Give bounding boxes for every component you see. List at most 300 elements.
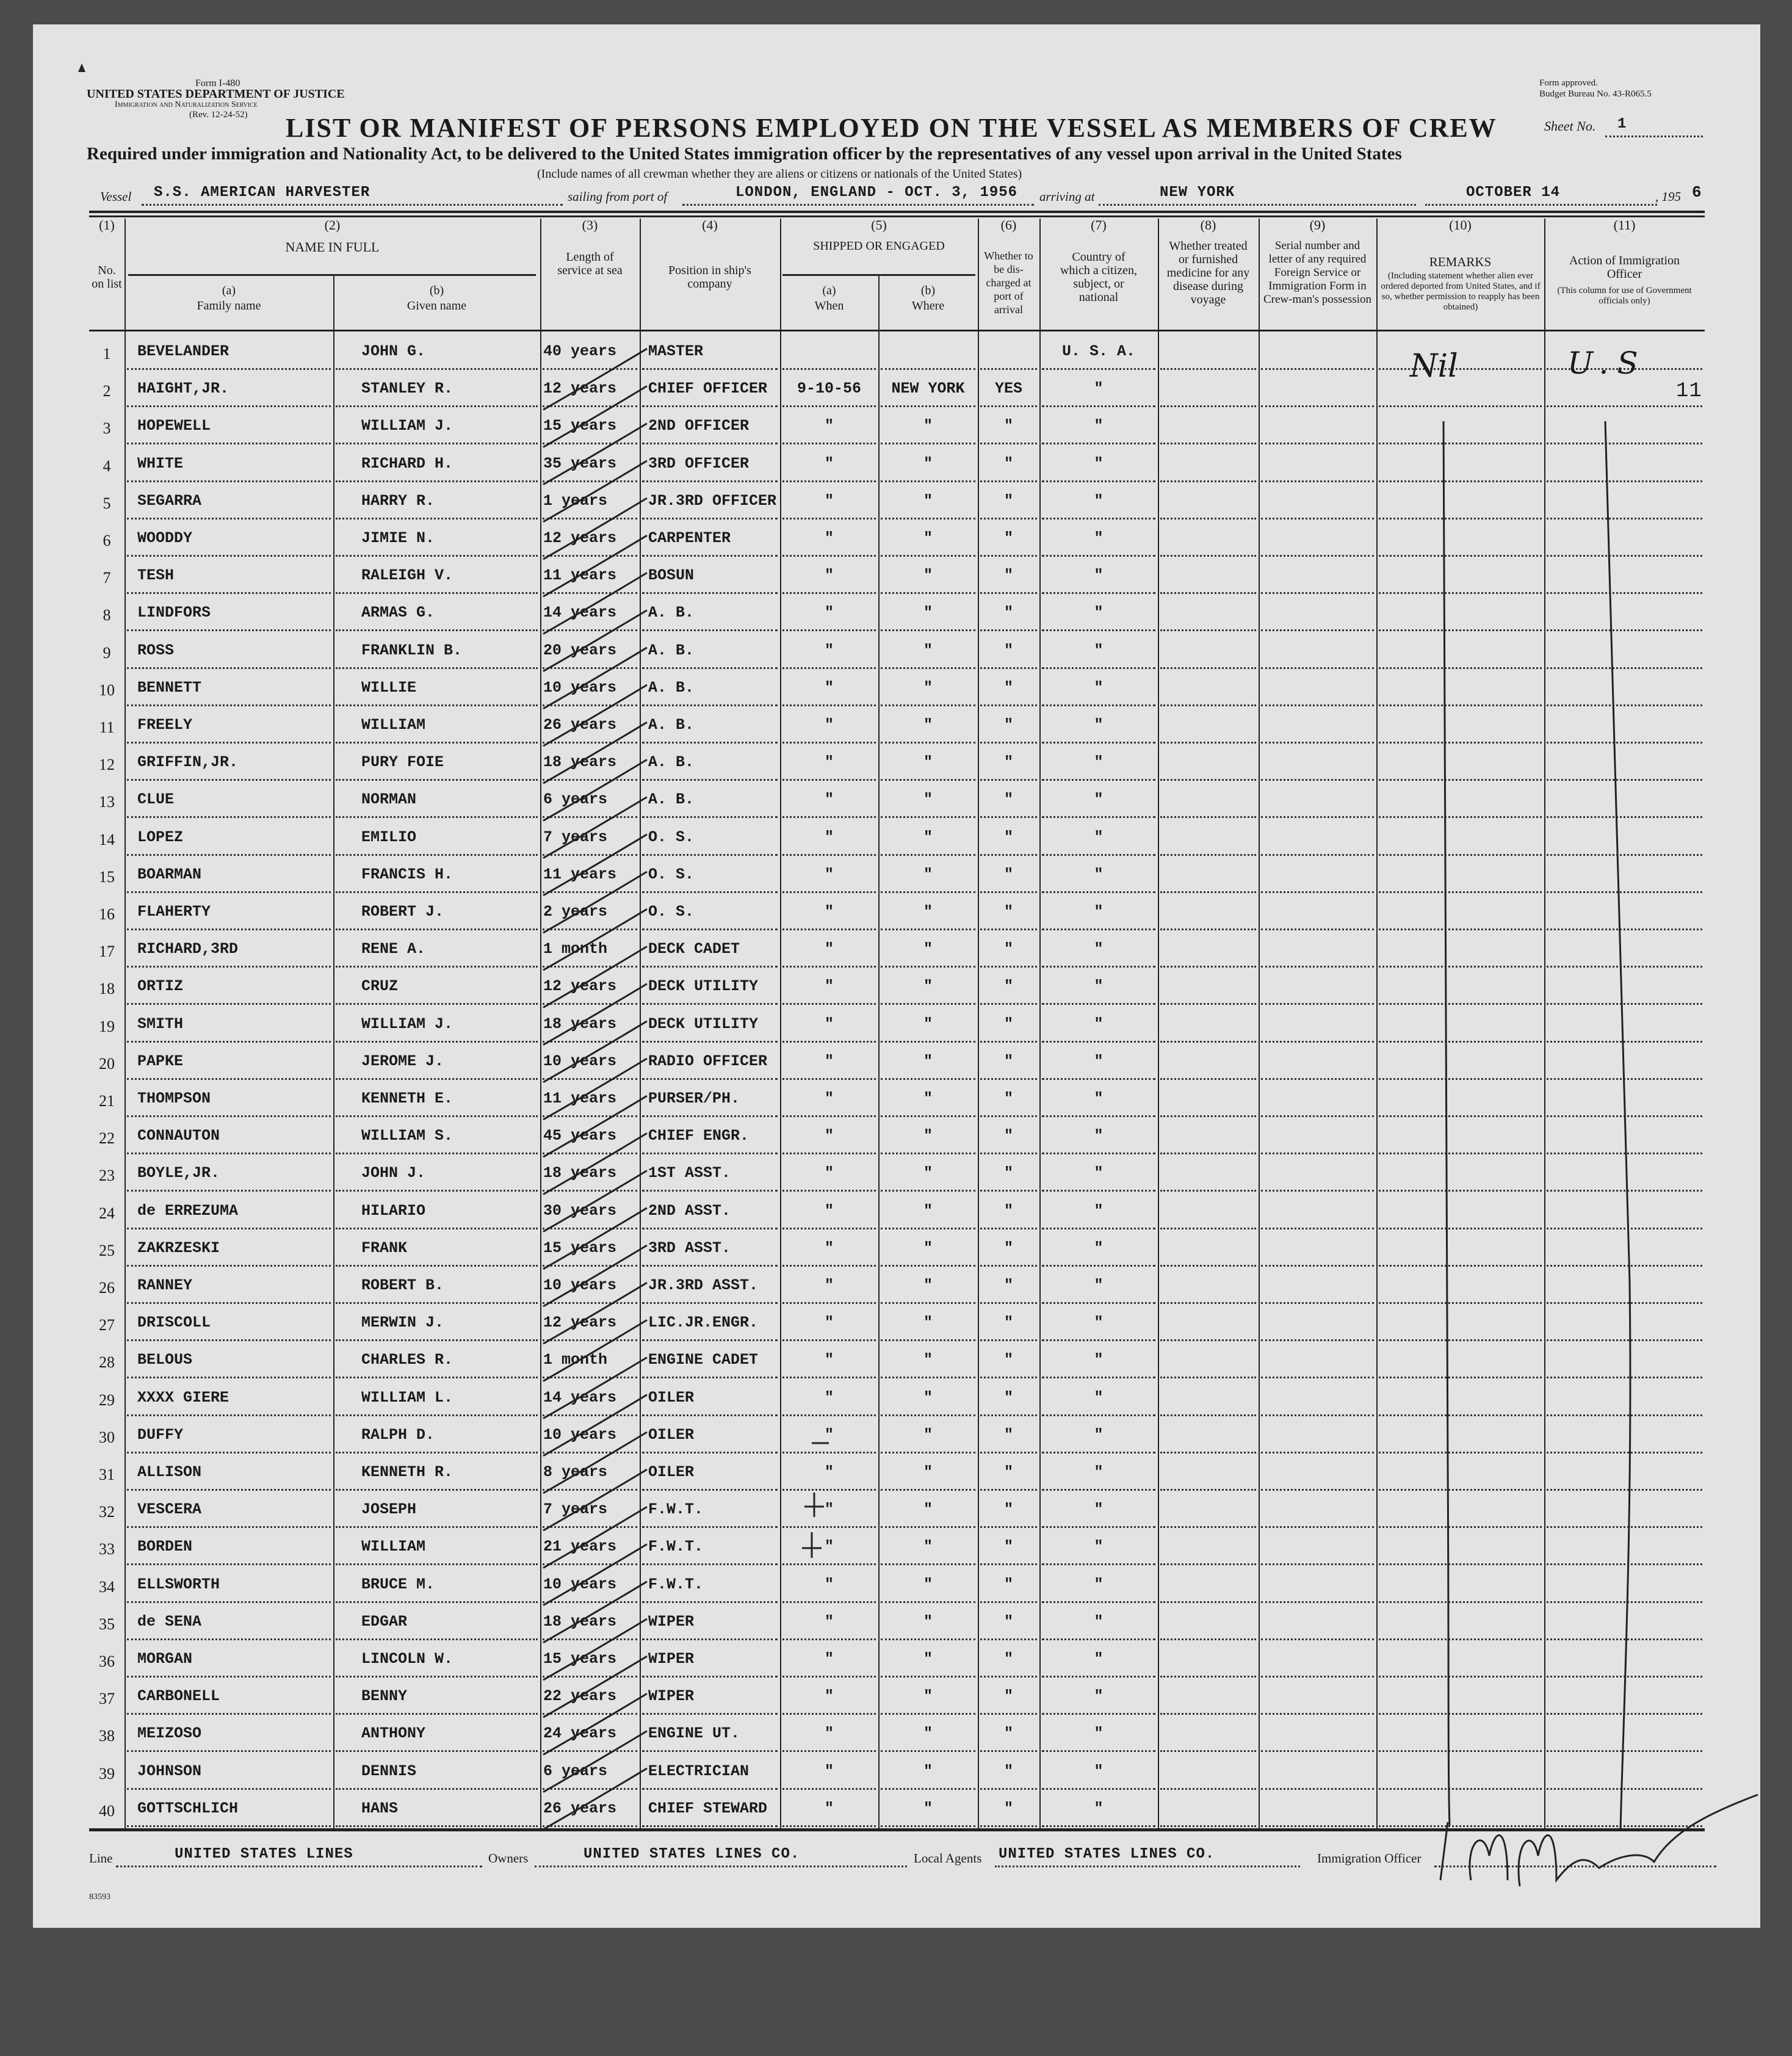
col2a-label: Family name bbox=[197, 299, 261, 313]
cell-family: XXXX GIERE bbox=[137, 1388, 229, 1406]
cell-when: " bbox=[824, 1090, 834, 1107]
col7-number: (7) bbox=[1091, 217, 1107, 233]
cell-discharged: " bbox=[1003, 566, 1013, 585]
cell-length: 21 years bbox=[543, 1538, 617, 1556]
cell-discharged: " bbox=[1003, 977, 1013, 996]
checkmark-stroke bbox=[543, 648, 647, 709]
cell-no: 39 bbox=[99, 1764, 115, 1783]
cell-where: " bbox=[923, 641, 933, 659]
form-number: Form I-480 bbox=[195, 78, 240, 89]
cell-no: 27 bbox=[99, 1316, 115, 1334]
cell-where: " bbox=[923, 940, 933, 958]
cell-where: " bbox=[923, 753, 933, 772]
cell-position: O. S. bbox=[648, 903, 695, 921]
checkmark-stroke bbox=[543, 797, 647, 858]
cell-no: 23 bbox=[99, 1167, 115, 1185]
cell-length: 7 years bbox=[543, 828, 608, 846]
col11-number: (11) bbox=[1613, 217, 1636, 233]
col7-label: Country of which a citizen, subject, or national bbox=[1060, 250, 1138, 304]
cell-country: " bbox=[1094, 1500, 1104, 1519]
cell-where: " bbox=[923, 791, 933, 809]
cell-given: KENNETH R. bbox=[361, 1463, 453, 1481]
cell-family: MORGAN bbox=[137, 1650, 193, 1668]
cell-position: RADIO OFFICER bbox=[648, 1052, 768, 1070]
sheet-number: 1 bbox=[1617, 116, 1627, 132]
cell-no: 21 bbox=[99, 1092, 115, 1110]
cell-position: DECK UTILITY bbox=[648, 1015, 759, 1033]
cell-discharged: " bbox=[1003, 454, 1013, 472]
checkmark-stroke bbox=[543, 1507, 647, 1568]
arriving-label: arriving at bbox=[1039, 189, 1095, 204]
cell-where: " bbox=[923, 1276, 933, 1294]
cell-country: " bbox=[1094, 977, 1104, 996]
agents-value: UNITED STATES LINES CO. bbox=[999, 1846, 1215, 1862]
checkmark-stroke bbox=[543, 722, 647, 783]
cell-when: " bbox=[824, 1575, 834, 1593]
cell-family: SEGARRA bbox=[137, 491, 202, 510]
cell-position: LIC.JR.ENGR. bbox=[648, 1314, 759, 1332]
cell-position: A. B. bbox=[648, 641, 695, 659]
cell-length: 10 years bbox=[543, 1276, 617, 1294]
cell-length: 7 years bbox=[543, 1500, 608, 1519]
cell-family: RICHARD,3RD bbox=[137, 940, 239, 958]
arrival-date: OCTOBER 14 bbox=[1466, 184, 1561, 201]
cell-country: " bbox=[1094, 454, 1104, 472]
cell-where: " bbox=[923, 1425, 933, 1444]
cell-family: HAIGHT,JR. bbox=[137, 380, 229, 398]
cell-length: 22 years bbox=[543, 1687, 617, 1706]
cell-given: JOHN G. bbox=[361, 342, 426, 360]
cell-length: 15 years bbox=[543, 1650, 617, 1668]
cell-length: 10 years bbox=[543, 1575, 617, 1593]
vessel-name: S.S. AMERICAN HARVESTER bbox=[154, 184, 370, 201]
cell-when: " bbox=[824, 791, 834, 809]
cell-discharged: " bbox=[1003, 491, 1013, 510]
cell-when: " bbox=[824, 604, 834, 622]
cell-discharged: " bbox=[1003, 1201, 1013, 1220]
col1-number: (1) bbox=[99, 217, 115, 233]
cell-length: 2 years bbox=[543, 903, 608, 921]
cell-family: BOARMAN bbox=[137, 865, 202, 883]
cell-length: 26 years bbox=[543, 716, 617, 734]
cell-no: 38 bbox=[99, 1727, 115, 1745]
cell-no: 17 bbox=[99, 943, 115, 961]
cell-position: MASTER bbox=[648, 342, 704, 360]
cell-discharged: " bbox=[1003, 1500, 1013, 1519]
cell-when: " bbox=[824, 1762, 834, 1780]
cell-country: " bbox=[1094, 1725, 1104, 1743]
remarks-ditto-line bbox=[1443, 421, 1450, 1825]
cell-when: " bbox=[824, 1388, 834, 1406]
cell-when: " bbox=[824, 1612, 834, 1631]
col2-label: NAME IN FULL bbox=[285, 239, 380, 255]
cell-country: " bbox=[1094, 1762, 1104, 1780]
crew-count: 11 bbox=[1676, 380, 1702, 403]
cell-country: " bbox=[1094, 1650, 1104, 1668]
cell-no: 25 bbox=[99, 1241, 115, 1259]
cell-where: " bbox=[923, 1500, 933, 1519]
form-code: 83593 bbox=[89, 1892, 110, 1902]
cell-given: WILLIAM bbox=[361, 1538, 426, 1556]
cell-country: " bbox=[1094, 678, 1104, 697]
cell-given: RICHARD H. bbox=[361, 454, 453, 472]
col9-label: Serial number and letter of any required Foreign Service or Immigration Form in Crew-man's possession bbox=[1263, 239, 1372, 306]
cell-position: OILER bbox=[648, 1425, 695, 1444]
cell-country: " bbox=[1094, 491, 1104, 510]
cell-discharged: " bbox=[1003, 641, 1013, 659]
cell-family: WOODDY bbox=[137, 529, 193, 547]
cell-length: 45 years bbox=[543, 1127, 617, 1145]
cell-length: 10 years bbox=[543, 1425, 617, 1444]
cell-when: " bbox=[824, 529, 834, 547]
cell-position: WIPER bbox=[648, 1650, 695, 1668]
cell-country: " bbox=[1094, 940, 1104, 958]
cell-no: 11 bbox=[99, 719, 115, 736]
checkmark-stroke bbox=[543, 610, 647, 671]
cell-no: 19 bbox=[99, 1017, 115, 1035]
cell-given: CHARLES R. bbox=[361, 1351, 453, 1369]
cell-when: " bbox=[824, 1015, 834, 1033]
cell-given: ROBERT B. bbox=[361, 1276, 444, 1294]
cell-no: 4 bbox=[103, 457, 111, 475]
cell-position: JR.3RD OFFICER bbox=[648, 491, 777, 510]
cell-country: " bbox=[1094, 641, 1104, 659]
col2b-label: Given name bbox=[406, 299, 467, 313]
cell-discharged: " bbox=[1003, 1314, 1013, 1332]
checkmark-stroke bbox=[543, 872, 647, 933]
cell-position: A. B. bbox=[648, 791, 695, 809]
cell-length: 15 years bbox=[543, 1239, 617, 1257]
cell-where: " bbox=[923, 1612, 933, 1631]
cell-country: " bbox=[1094, 1425, 1104, 1444]
cell-country: U. S. A. bbox=[1061, 342, 1136, 360]
cell-when: " bbox=[824, 1314, 834, 1332]
cell-discharged: " bbox=[1003, 828, 1013, 846]
cell-length: 11 years bbox=[543, 1090, 617, 1107]
cell-when: " bbox=[824, 1650, 834, 1668]
cell-when: " bbox=[824, 641, 834, 659]
cell-no: 36 bbox=[99, 1652, 115, 1670]
cell-family: TESH bbox=[137, 566, 175, 585]
cell-length: 14 years bbox=[543, 1388, 617, 1406]
checkmark-stroke bbox=[543, 1768, 647, 1830]
cell-length: 18 years bbox=[543, 753, 617, 772]
cell-no: 2 bbox=[103, 382, 111, 400]
cell-no: 22 bbox=[99, 1129, 115, 1148]
arriving-port: NEW YORK bbox=[1160, 184, 1235, 201]
cell-when: " bbox=[824, 1500, 834, 1519]
col2b-letter: (b) bbox=[429, 284, 444, 297]
cell-no: 20 bbox=[99, 1054, 115, 1073]
cell-position: ENGINE CADET bbox=[648, 1351, 759, 1369]
cell-length: 12 years bbox=[543, 1314, 617, 1332]
cell-discharged: " bbox=[1003, 1425, 1013, 1444]
cell-when: " bbox=[824, 716, 834, 734]
cell-given: ANTHONY bbox=[361, 1725, 426, 1743]
cell-given: EMILIO bbox=[361, 828, 417, 846]
col2-number: (2) bbox=[324, 217, 341, 233]
cell-position: WIPER bbox=[648, 1612, 695, 1631]
cell-family: LINDFORS bbox=[137, 604, 211, 622]
cell-given: FRANK bbox=[361, 1239, 408, 1257]
cell-country: " bbox=[1094, 1388, 1104, 1406]
cell-discharged: " bbox=[1003, 1015, 1013, 1033]
cell-family: GOTTSCHLICH bbox=[137, 1799, 239, 1817]
checkmark-stroke bbox=[543, 535, 647, 596]
col6-number: (6) bbox=[1000, 217, 1017, 233]
cell-given: DENNIS bbox=[361, 1762, 417, 1780]
cell-discharged: " bbox=[1003, 1164, 1013, 1182]
cell-family: CONNAUTON bbox=[137, 1127, 220, 1145]
cell-length: 1 years bbox=[543, 491, 608, 510]
cell-where: " bbox=[923, 903, 933, 921]
year-suffix: 6 bbox=[1692, 183, 1702, 201]
cell-country: " bbox=[1094, 1090, 1104, 1107]
cell-where: " bbox=[923, 1164, 933, 1182]
cell-when: " bbox=[824, 566, 834, 585]
cell-no: 31 bbox=[99, 1466, 115, 1483]
cell-country: " bbox=[1094, 566, 1104, 585]
line-label: Line bbox=[89, 1851, 113, 1866]
cell-when: " bbox=[824, 1687, 834, 1706]
cell-length: 18 years bbox=[543, 1612, 617, 1631]
cell-no: 18 bbox=[99, 980, 115, 998]
cell-where: " bbox=[923, 1687, 933, 1706]
cell-country: " bbox=[1094, 1799, 1104, 1817]
cell-length: 40 years bbox=[543, 342, 617, 360]
cell-length: 11 years bbox=[543, 566, 617, 585]
checkmark-stroke bbox=[543, 1656, 647, 1717]
col8-label: Whether treated or furnished medicine for any disease during voyage bbox=[1166, 239, 1250, 306]
cell-position: F.W.T. bbox=[648, 1575, 704, 1593]
budget-bureau: Budget Bureau No. 43-R065.5 bbox=[1539, 89, 1652, 99]
checkmark-stroke bbox=[543, 1358, 647, 1419]
signature bbox=[1440, 1795, 1758, 1886]
checkmark-stroke bbox=[543, 1693, 647, 1754]
col5b-letter: (b) bbox=[920, 284, 936, 297]
checkmark-stroke bbox=[543, 1059, 647, 1120]
cell-family: HOPEWELL bbox=[137, 417, 211, 435]
checkmark-stroke bbox=[543, 386, 647, 447]
checkmark-stroke bbox=[543, 1731, 647, 1792]
cell-country: " bbox=[1094, 753, 1104, 772]
cell-position: F.W.T. bbox=[648, 1500, 704, 1519]
owners-label: Owners bbox=[488, 1851, 529, 1866]
cell-family: MEIZOSO bbox=[137, 1725, 202, 1743]
cell-where: NEW YORK bbox=[891, 380, 965, 398]
cell-family: BEVELANDER bbox=[137, 342, 229, 360]
cell-position: O. S. bbox=[648, 828, 695, 846]
cell-discharged: " bbox=[1003, 1351, 1013, 1369]
cell-family: RANNEY bbox=[137, 1276, 193, 1294]
cell-position: A. B. bbox=[648, 678, 695, 697]
col11-label: Action of Immigration Officer bbox=[1569, 254, 1680, 281]
checkmark-stroke bbox=[543, 1171, 647, 1232]
remarks-handwritten: Nil bbox=[1410, 348, 1458, 385]
col3-number: (3) bbox=[582, 217, 598, 233]
cell-length: 6 years bbox=[543, 791, 608, 809]
cell-length: 8 years bbox=[543, 1463, 608, 1481]
cell-length: 15 years bbox=[543, 417, 617, 435]
col11-note: (This column for use of Government officials only) bbox=[1557, 286, 1692, 306]
cell-length: 1 month bbox=[543, 1351, 608, 1369]
cell-country: " bbox=[1094, 1164, 1104, 1182]
cell-given: CRUZ bbox=[361, 977, 399, 996]
cell-country: " bbox=[1094, 1015, 1104, 1033]
cell-position: ELECTRICIAN bbox=[648, 1762, 750, 1780]
cell-discharged: " bbox=[1003, 1276, 1013, 1294]
cell-no: 24 bbox=[99, 1204, 115, 1222]
cell-no: 32 bbox=[99, 1503, 115, 1521]
cell-no: 33 bbox=[99, 1540, 115, 1558]
cell-position: CHIEF OFFICER bbox=[648, 380, 768, 398]
cell-when: " bbox=[824, 1351, 834, 1369]
cell-given: KENNETH E. bbox=[361, 1090, 453, 1107]
cell-where: " bbox=[923, 1351, 933, 1369]
checkmark-stroke bbox=[543, 946, 647, 1007]
cell-when: " bbox=[824, 417, 834, 435]
checkmark-stroke bbox=[543, 1395, 647, 1456]
cell-when: " bbox=[824, 1164, 834, 1182]
cell-no: 37 bbox=[99, 1690, 115, 1708]
cell-no: 34 bbox=[99, 1577, 115, 1596]
cell-where: " bbox=[923, 1538, 933, 1556]
cell-position: OILER bbox=[648, 1463, 695, 1481]
cell-length: 24 years bbox=[543, 1725, 617, 1743]
cell-when: " bbox=[824, 678, 834, 697]
cell-where: " bbox=[923, 716, 933, 734]
cell-when: " bbox=[824, 1463, 834, 1481]
cell-when: " bbox=[824, 865, 834, 883]
cell-family: de ERREZUMA bbox=[137, 1201, 239, 1220]
cell-family: WHITE bbox=[137, 454, 184, 472]
checkmark-stroke bbox=[543, 498, 647, 559]
cell-given: HARRY R. bbox=[361, 491, 435, 510]
cell-position: DECK UTILITY bbox=[648, 977, 759, 996]
action-handwritten: U.S bbox=[1567, 346, 1647, 381]
cell-length: 6 years bbox=[543, 1762, 608, 1780]
form-approved: Form approved. bbox=[1539, 78, 1598, 88]
cell-length: 35 years bbox=[543, 454, 617, 472]
col4-number: (4) bbox=[702, 217, 718, 233]
cell-family: BENNETT bbox=[137, 678, 202, 697]
cell-discharged: " bbox=[1003, 1762, 1013, 1780]
cell-given: WILLIAM S. bbox=[361, 1127, 453, 1145]
cell-family: CARBONELL bbox=[137, 1687, 220, 1706]
cell-given: STANLEY R. bbox=[361, 380, 453, 398]
col10-number: (10) bbox=[1449, 217, 1472, 233]
sheet-label: Sheet No. bbox=[1544, 118, 1596, 134]
subtitle: Required under immigration and Nationality Act, to be delivered to the United States immigration officer by the representatives of any vessel upon arrival in the United States bbox=[87, 144, 1402, 164]
col5-label: SHIPPED OR ENGAGED bbox=[813, 239, 945, 253]
cell-discharged: " bbox=[1003, 417, 1013, 435]
cell-given: EDGAR bbox=[361, 1612, 408, 1631]
vessel-label: Vessel bbox=[100, 189, 132, 204]
cell-position: 2ND ASST. bbox=[648, 1201, 731, 1220]
checkmark-stroke bbox=[543, 424, 647, 485]
cell-when: " bbox=[824, 1425, 834, 1444]
cell-position: CHIEF STEWARD bbox=[648, 1799, 768, 1817]
cell-given: WILLIAM bbox=[361, 716, 426, 734]
cell-country: " bbox=[1094, 716, 1104, 734]
cell-where: " bbox=[923, 529, 933, 547]
cell-family: BELOUS bbox=[137, 1351, 193, 1369]
cell-length: 18 years bbox=[543, 1015, 617, 1033]
cell-country: " bbox=[1094, 1351, 1104, 1369]
cell-where: " bbox=[923, 1725, 933, 1743]
officer-label: Immigration Officer bbox=[1317, 1851, 1422, 1866]
cell-when: " bbox=[824, 1239, 834, 1257]
cell-country: " bbox=[1094, 1575, 1104, 1593]
cell-given: ARMAS G. bbox=[361, 604, 435, 622]
cell-where: " bbox=[923, 1015, 933, 1033]
checkmark-stroke bbox=[543, 349, 647, 410]
cell-length: 18 years bbox=[543, 1164, 617, 1182]
checkmark-stroke bbox=[543, 1469, 647, 1530]
cell-where: " bbox=[923, 454, 933, 472]
cell-discharged: " bbox=[1003, 1575, 1013, 1593]
cell-length: 1 month bbox=[543, 940, 608, 958]
cell-country: " bbox=[1094, 1612, 1104, 1631]
cell-position: O. S. bbox=[648, 865, 695, 883]
line-value: UNITED STATES LINES bbox=[175, 1846, 353, 1862]
cell-no: 10 bbox=[99, 681, 115, 699]
cell-no: 26 bbox=[99, 1279, 115, 1297]
department: UNITED STATES DEPARTMENT OF JUSTICE bbox=[87, 87, 345, 101]
cell-position: CARPENTER bbox=[648, 529, 731, 547]
cell-where: " bbox=[923, 1090, 933, 1107]
cell-where: " bbox=[923, 491, 933, 510]
cell-where: " bbox=[923, 977, 933, 996]
cell-position: A. B. bbox=[648, 753, 695, 772]
cell-given: WILLIAM L. bbox=[361, 1388, 453, 1406]
cell-when: " bbox=[824, 1127, 834, 1145]
cell-where: " bbox=[923, 1127, 933, 1145]
service: Immigration and Naturalization Service bbox=[115, 100, 258, 109]
checkmark-stroke bbox=[543, 984, 647, 1045]
cell-country: " bbox=[1094, 417, 1104, 435]
cell-discharged: " bbox=[1003, 529, 1013, 547]
cell-length: 12 years bbox=[543, 529, 617, 547]
col5a-letter: (a) bbox=[822, 284, 836, 297]
cell-no: 9 bbox=[103, 643, 111, 662]
cell-where: " bbox=[923, 1388, 933, 1406]
cell-no: 7 bbox=[103, 569, 111, 587]
corner-mark bbox=[78, 63, 85, 72]
cell-where: " bbox=[923, 1575, 933, 1593]
cell-discharged: " bbox=[1003, 716, 1013, 734]
cell-where: " bbox=[923, 1650, 933, 1668]
cell-country: " bbox=[1094, 903, 1104, 921]
cell-given: JOHN J. bbox=[361, 1164, 426, 1182]
cell-when: " bbox=[824, 1276, 834, 1294]
cell-given: WILLIAM J. bbox=[361, 417, 453, 435]
cell-when: " bbox=[824, 1052, 834, 1070]
cell-where: " bbox=[923, 417, 933, 435]
cell-no: 6 bbox=[103, 532, 111, 549]
cell-length: 11 years bbox=[543, 865, 617, 883]
cell-no: 29 bbox=[99, 1391, 115, 1409]
checkmark-stroke bbox=[543, 1320, 647, 1381]
cell-family: ALLISON bbox=[137, 1463, 202, 1481]
cell-given: NORMAN bbox=[361, 791, 417, 809]
cell-given: FRANKLIN B. bbox=[361, 641, 463, 659]
cell-given: WILLIE bbox=[361, 678, 417, 697]
cell-length: 12 years bbox=[543, 977, 617, 996]
cell-no: 8 bbox=[103, 606, 111, 624]
sailing-port: LONDON, ENGLAND - OCT. 3, 1956 bbox=[735, 184, 1018, 201]
cell-discharged: " bbox=[1003, 1463, 1013, 1481]
